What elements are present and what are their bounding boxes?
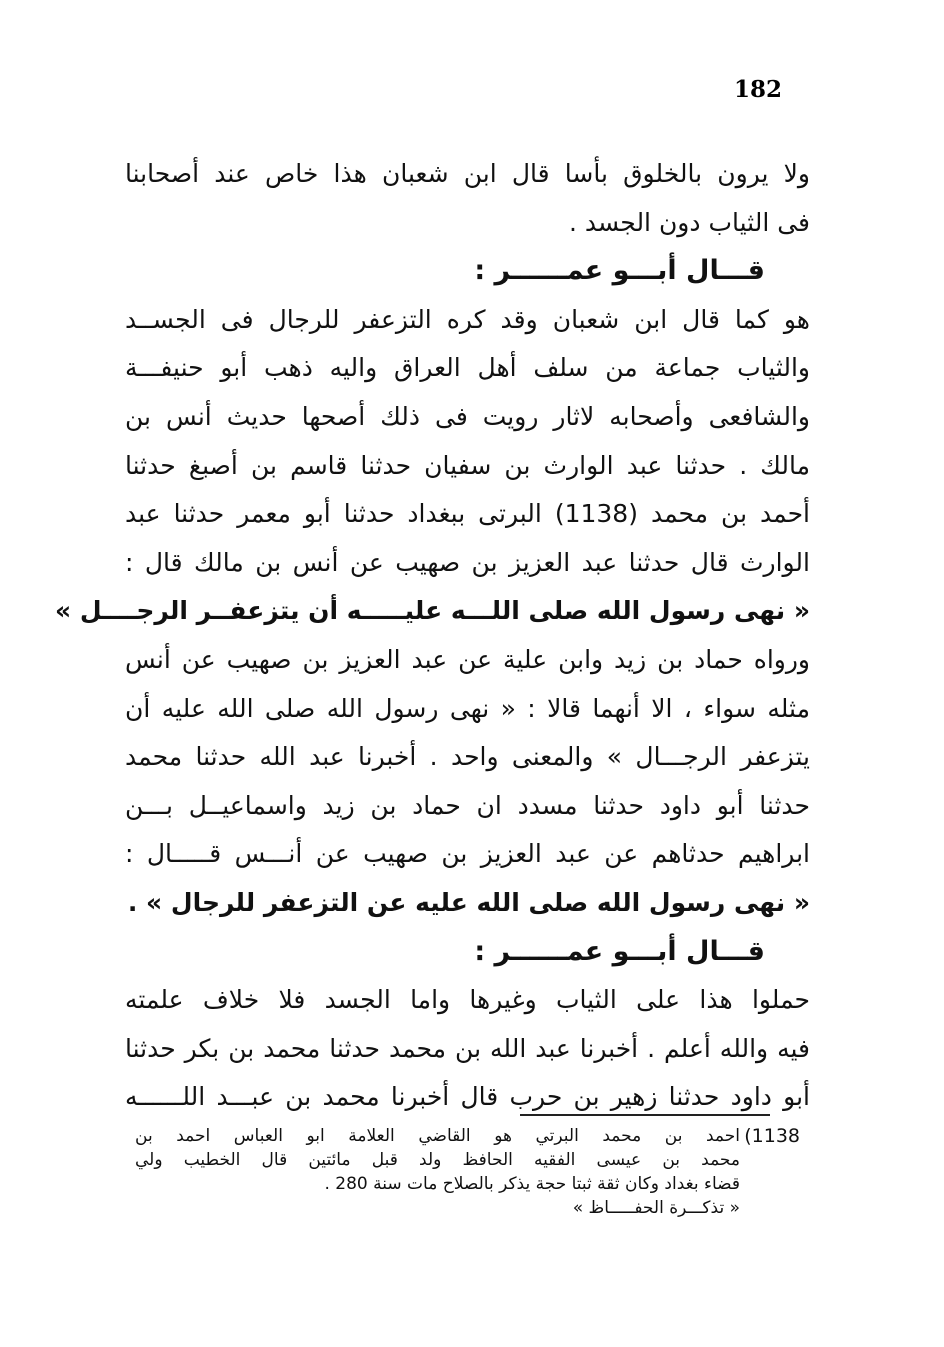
footnote-line: محمد بن عيسى الفقيه الحافظ ولد قبل مائتين قال الخطيب ولي [135, 1150, 740, 1170]
footnote-number: 1138) [744, 1125, 800, 1147]
text-line: ورواه حماد بن زيد وابن علية عن عبد العزيز بن صهيب عن أنس [125, 644, 810, 674]
text-line: حدثنا أبو داود حدثنا مسدد ان حماد بن زيد واسماعيــل بـــن [125, 790, 810, 820]
text-line: فيه والله أعلم . أخبرنا عبد الله بن محمد حدثنا محمد بن بكر حدثنا [125, 1033, 810, 1063]
section-heading: قـــال أبـــو عمــــــر : [474, 935, 765, 967]
text-line: حملوا هذا على الثياب وغيرها واما الجسد فلا خلاف علمته [125, 985, 810, 1015]
main-text [55, 150, 810, 1122]
hadith-line: « نهى رسول الله صلى الله عليه عن التزعفر للرجال » . [127, 887, 810, 917]
text-line: مثله سواء ، الا أنهما قالا : « نهى رسول الله صلى الله عليه أن [125, 693, 810, 723]
footnote-source: « تذكـــرة الحفـــــاظ » [572, 1198, 740, 1218]
text-line: هو كما قال ابن شعبان وقد كره التزعفر للرجال فى الجســد [125, 304, 810, 334]
text-line: يتزعفر الرجـــال » والمعنى واحد . أخبرنا عبد الله حدثنا محمد [125, 742, 810, 772]
text-line: أحمد بن محمد (1138) البرتى ببغداد حدثنا أبو معمر حدثنا عبد [125, 499, 810, 529]
text-line: ولا يرون بالخلوق بأسا قال ابن شعبان هذا خاص عند أصحابنا [125, 159, 810, 188]
footnote-body [135, 1124, 740, 1220]
footnote-line: قضاء بغداد وكان ثقة ثبتا حجة يذكر بالصلاح مات سنة 280 . [324, 1174, 740, 1194]
page-number: 182 [734, 76, 783, 103]
footnote-line: احمد بن محمد البرتي هو القاضي العلامة ابو العباس احمد بن [135, 1126, 740, 1146]
text-line: مالك . حدثنا عبد الوارث بن سفيان حدثنا قاسم بن أصبغ حدثنا [125, 450, 810, 480]
hadith-line: « نهى رسول الله صلى اللـــه عليـــــه أن يتزعفــر الرجــــل » [55, 596, 810, 626]
text-line: الوارث قال حدثنا عبد العزيز بن صهيب عن أنس بن مالك قال : [125, 547, 810, 577]
footnote [135, 1124, 800, 1220]
text-line: ابراهيم حدثاهم عن عبد العزيز بن صهيب عن أنـــس قـــــال : [125, 839, 810, 869]
section-heading: قـــال أبـــو عمــــــر : [474, 255, 765, 287]
text-line: والشافعى وأصحابه لاثار رويت فى ذلك أصحها حديث أنس بن [125, 401, 810, 431]
text-line: أبو داود حدثنا زهير بن حرب قال أخبرنا محمد بن عبـــد اللــــــه [125, 1082, 810, 1112]
text-line: فى الثياب دون الجسد . [568, 207, 810, 237]
footnote-divider [520, 1114, 770, 1116]
text-line: والثياب جماعة من سلف أهل العراق واليه ذهب أبو حنيفـــة [125, 353, 810, 383]
footnotes [135, 1124, 800, 1220]
